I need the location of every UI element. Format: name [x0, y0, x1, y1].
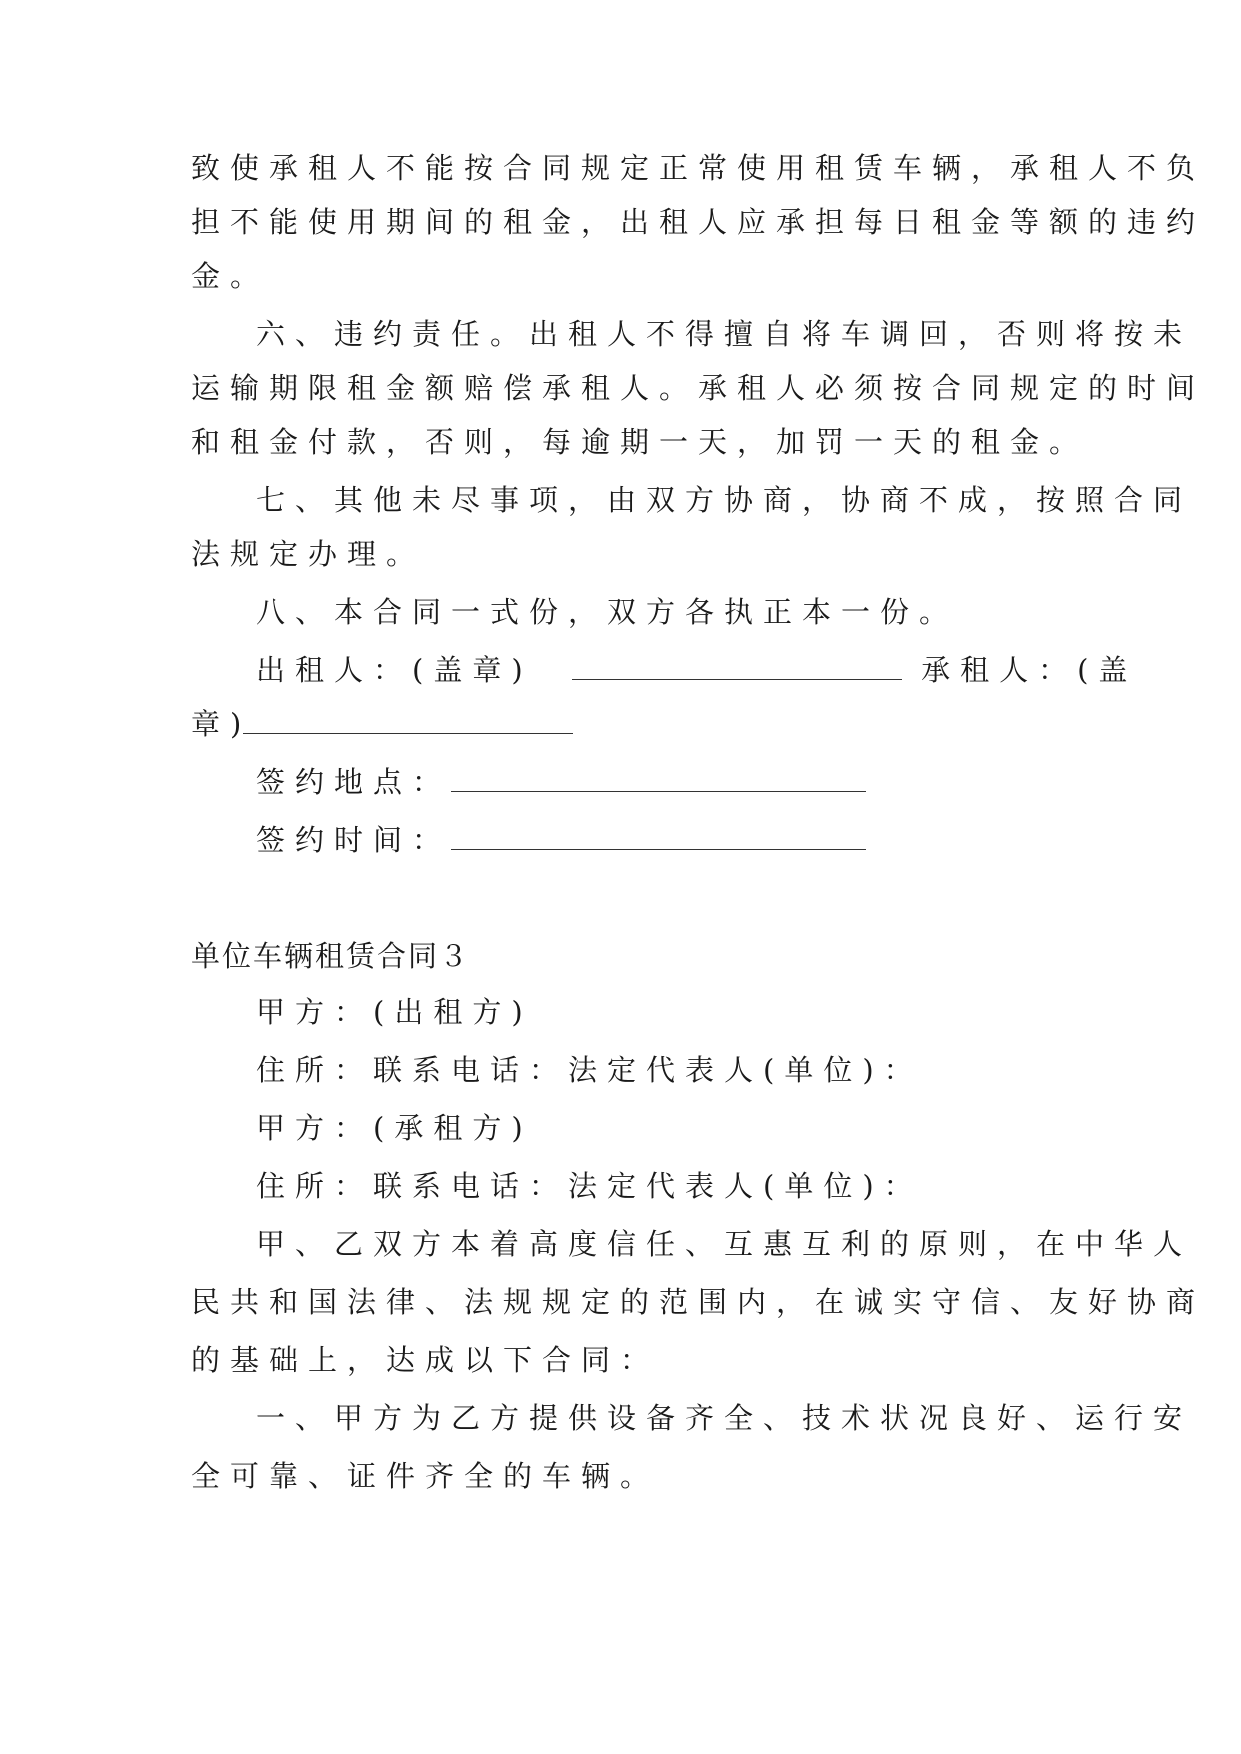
lessee-blank — [243, 707, 573, 734]
party-b-info: 住所：联系电话：法定代表人(单位)： — [256, 1169, 923, 1203]
sign-time-label: 签约时间： — [256, 823, 452, 857]
party-a-info: 住所：联系电话：法定代表人(单位)： — [256, 1053, 923, 1087]
para6-line-2: 运输期限租金额赔偿承租人。承租人必须按合同规定的时间 — [191, 371, 1206, 405]
party-a: 甲方：(出租方) — [256, 995, 533, 1029]
para7-line-2: 法规定办理。 — [191, 537, 426, 571]
lessee-label-cont: 章) — [191, 707, 252, 741]
para5-line-2: 担不能使用期间的租金，出租人应承担每日租金等额的违约 — [191, 205, 1206, 239]
preamble-line-3: 的基础上，达成以下合同： — [191, 1343, 660, 1377]
clause1-line-2: 全可靠、证件齐全的车辆。 — [191, 1459, 660, 1493]
para8: 八、本合同一式份，双方各执正本一份。 — [256, 595, 959, 629]
clause1-line-1: 一、甲方为乙方提供设备齐全、技术状况良好、运行安 — [256, 1401, 1193, 1435]
lessee-label: 承租人：(盖 — [921, 653, 1138, 687]
sign-place-blank — [451, 765, 866, 792]
preamble-line-2: 民共和国法律、法规规定的范围内，在诚实守信、友好协商 — [191, 1285, 1206, 1319]
sign-place-label: 签约地点： — [256, 765, 452, 799]
para5-line-1: 致使承租人不能按合同规定正常使用租赁车辆，承租人不负 — [191, 151, 1206, 185]
signature-line-parties-cont — [191, 704, 573, 744]
para7-line-1: 七、其他未尽事项，由双方协商，协商不成，按照合同 — [256, 483, 1193, 517]
sign-time-line — [256, 820, 866, 860]
lessor-blank — [572, 653, 902, 680]
sign-place-line — [256, 762, 866, 802]
signature-line-parties — [256, 650, 1137, 690]
sign-time-blank — [451, 823, 866, 850]
para6-line-3: 和租金付款，否则，每逾期一天，加罚一天的租金。 — [191, 425, 1089, 459]
party-b: 甲方：(承租方) — [256, 1111, 533, 1145]
lessor-label: 出租人：(盖章) — [256, 653, 533, 687]
preamble-line-1: 甲、乙双方本着高度信任、互惠互利的原则，在中华人 — [256, 1227, 1193, 1261]
para5-line-3: 金。 — [191, 259, 270, 293]
para6-line-1: 六、违约责任。出租人不得擅自将车调回，否则将按未 — [256, 317, 1193, 351]
contract-title: 单位车辆租赁合同３ — [191, 939, 471, 973]
